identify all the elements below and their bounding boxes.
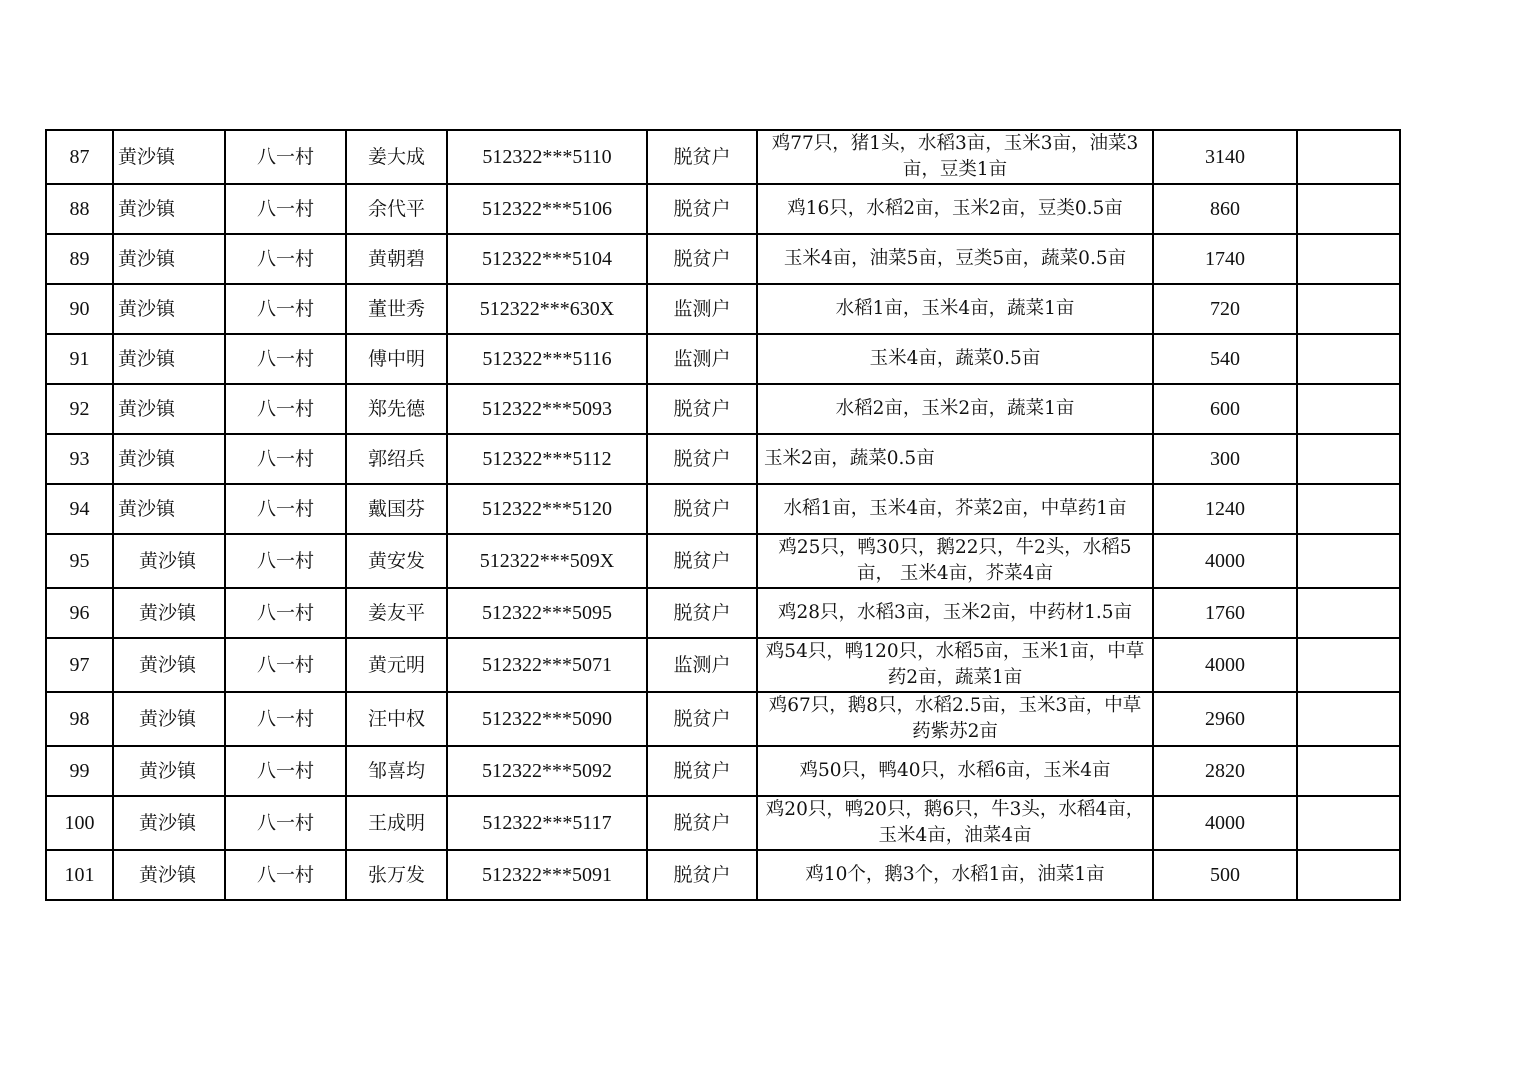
householder-name-cell: 傅中明 <box>346 334 447 384</box>
town-cell: 黄沙镇 <box>113 796 225 850</box>
row-number-cell: 89 <box>46 234 113 284</box>
table-row <box>46 334 1400 384</box>
village-cell: 八一村 <box>225 284 346 334</box>
production-description-cell: 鸡28只，水稻3亩，玉米2亩，中药材1.5亩 <box>757 588 1153 638</box>
row-number-cell: 97 <box>46 638 113 692</box>
remark-cell <box>1297 284 1400 334</box>
row-number-cell: 91 <box>46 334 113 384</box>
table-row <box>46 434 1400 484</box>
amount-cell: 1740 <box>1153 234 1297 284</box>
row-number-cell: 87 <box>46 130 113 184</box>
row-number-cell: 95 <box>46 534 113 588</box>
row-number-cell: 92 <box>46 384 113 434</box>
householder-name-cell: 郑先德 <box>346 384 447 434</box>
village-cell: 八一村 <box>225 746 346 796</box>
remark-cell <box>1297 588 1400 638</box>
production-description-cell: 鸡10个，鹅3个，水稻1亩，油菜1亩 <box>757 850 1153 900</box>
amount-cell: 2820 <box>1153 746 1297 796</box>
householder-name-cell: 郭绍兵 <box>346 434 447 484</box>
household-type-cell: 脱贫户 <box>647 796 757 850</box>
production-description-cell: 鸡25只，鸭30只，鹅22只，牛2头，水稻5亩， 玉米4亩，芥菜4亩 <box>757 534 1153 588</box>
row-number-cell: 94 <box>46 484 113 534</box>
table-row <box>46 234 1400 284</box>
table-row <box>46 692 1400 746</box>
production-description-cell: 鸡54只，鸭120只，水稻5亩，玉米1亩，中草药2亩，蔬菜1亩 <box>757 638 1153 692</box>
row-number-cell: 99 <box>46 746 113 796</box>
remark-cell <box>1297 746 1400 796</box>
village-cell: 八一村 <box>225 434 346 484</box>
village-cell: 八一村 <box>225 534 346 588</box>
row-number-cell: 88 <box>46 184 113 234</box>
household-type-cell: 脱贫户 <box>647 850 757 900</box>
town-cell: 黄沙镇 <box>113 638 225 692</box>
householder-name-cell: 姜友平 <box>346 588 447 638</box>
row-number-cell: 100 <box>46 796 113 850</box>
remark-cell <box>1297 234 1400 284</box>
town-cell: 黄沙镇 <box>113 130 225 184</box>
amount-cell: 300 <box>1153 434 1297 484</box>
householder-name-cell: 黄朝碧 <box>346 234 447 284</box>
table-body <box>46 130 1400 900</box>
production-description-cell: 玉米2亩，蔬菜0.5亩 <box>757 434 1153 484</box>
id-number-cell: 512322***5106 <box>447 184 647 234</box>
household-type-cell: 脱贫户 <box>647 184 757 234</box>
id-number-cell: 512322***5112 <box>447 434 647 484</box>
id-number-cell: 512322***5090 <box>447 692 647 746</box>
table-row <box>46 130 1400 184</box>
remark-cell <box>1297 534 1400 588</box>
household-type-cell: 脱贫户 <box>647 484 757 534</box>
production-description-cell: 鸡77只，猪1头，水稻3亩，玉米3亩，油菜3亩，豆类1亩 <box>757 130 1153 184</box>
village-cell: 八一村 <box>225 588 346 638</box>
householder-name-cell: 汪中权 <box>346 692 447 746</box>
householder-name-cell: 姜大成 <box>346 130 447 184</box>
village-cell: 八一村 <box>225 234 346 284</box>
household-type-cell: 监测户 <box>647 334 757 384</box>
town-cell: 黄沙镇 <box>113 588 225 638</box>
id-number-cell: 512322***5116 <box>447 334 647 384</box>
household-type-cell: 脱贫户 <box>647 692 757 746</box>
table-row <box>46 588 1400 638</box>
amount-cell: 500 <box>1153 850 1297 900</box>
id-number-cell: 512322***509X <box>447 534 647 588</box>
id-number-cell: 512322***5120 <box>447 484 647 534</box>
town-cell: 黄沙镇 <box>113 434 225 484</box>
town-cell: 黄沙镇 <box>113 184 225 234</box>
householder-name-cell: 余代平 <box>346 184 447 234</box>
householder-name-cell: 戴国芬 <box>346 484 447 534</box>
household-type-cell: 监测户 <box>647 284 757 334</box>
householder-name-cell: 邹喜均 <box>346 746 447 796</box>
table-row <box>46 638 1400 692</box>
production-description-cell: 玉米4亩，蔬菜0.5亩 <box>757 334 1153 384</box>
town-cell: 黄沙镇 <box>113 534 225 588</box>
table-row <box>46 384 1400 434</box>
remark-cell <box>1297 184 1400 234</box>
production-description-cell: 鸡50只，鸭40只，水稻6亩，玉米4亩 <box>757 746 1153 796</box>
village-cell: 八一村 <box>225 638 346 692</box>
id-number-cell: 512322***5104 <box>447 234 647 284</box>
remark-cell <box>1297 384 1400 434</box>
household-type-cell: 脱贫户 <box>647 588 757 638</box>
amount-cell: 4000 <box>1153 638 1297 692</box>
table-row <box>46 284 1400 334</box>
production-description-cell: 鸡67只，鹅8只，水稻2.5亩，玉米3亩，中草药紫苏2亩 <box>757 692 1153 746</box>
household-type-cell: 脱贫户 <box>647 746 757 796</box>
production-description-cell: 水稻2亩，玉米2亩，蔬菜1亩 <box>757 384 1153 434</box>
production-description-cell: 鸡20只，鸭20只，鹅6只，牛3头，水稻4亩，玉米4亩，油菜4亩 <box>757 796 1153 850</box>
village-cell: 八一村 <box>225 130 346 184</box>
id-number-cell: 512322***630X <box>447 284 647 334</box>
householder-name-cell: 董世秀 <box>346 284 447 334</box>
table-row <box>46 484 1400 534</box>
table-row <box>46 184 1400 234</box>
household-type-cell: 脱贫户 <box>647 234 757 284</box>
row-number-cell: 101 <box>46 850 113 900</box>
householder-name-cell: 王成明 <box>346 796 447 850</box>
remark-cell <box>1297 130 1400 184</box>
village-cell: 八一村 <box>225 334 346 384</box>
remark-cell <box>1297 434 1400 484</box>
amount-cell: 2960 <box>1153 692 1297 746</box>
household-type-cell: 脱贫户 <box>647 130 757 184</box>
id-number-cell: 512322***5091 <box>447 850 647 900</box>
table-row <box>46 534 1400 588</box>
production-description-cell: 鸡16只，水稻2亩，玉米2亩，豆类0.5亩 <box>757 184 1153 234</box>
remark-cell <box>1297 334 1400 384</box>
id-number-cell: 512322***5110 <box>447 130 647 184</box>
amount-cell: 860 <box>1153 184 1297 234</box>
amount-cell: 540 <box>1153 334 1297 384</box>
production-description-cell: 水稻1亩，玉米4亩，蔬菜1亩 <box>757 284 1153 334</box>
table-row <box>46 746 1400 796</box>
householder-name-cell: 黄元明 <box>346 638 447 692</box>
village-cell: 八一村 <box>225 184 346 234</box>
amount-cell: 4000 <box>1153 534 1297 588</box>
id-number-cell: 512322***5071 <box>447 638 647 692</box>
householder-name-cell: 黄安发 <box>346 534 447 588</box>
remark-cell <box>1297 638 1400 692</box>
remark-cell <box>1297 796 1400 850</box>
town-cell: 黄沙镇 <box>113 850 225 900</box>
household-type-cell: 脱贫户 <box>647 434 757 484</box>
row-number-cell: 96 <box>46 588 113 638</box>
remark-cell <box>1297 850 1400 900</box>
town-cell: 黄沙镇 <box>113 746 225 796</box>
village-cell: 八一村 <box>225 384 346 434</box>
village-cell: 八一村 <box>225 796 346 850</box>
amount-cell: 600 <box>1153 384 1297 434</box>
id-number-cell: 512322***5117 <box>447 796 647 850</box>
remark-cell <box>1297 484 1400 534</box>
town-cell: 黄沙镇 <box>113 484 225 534</box>
production-description-cell: 水稻1亩，玉米4亩，芥菜2亩，中草药1亩 <box>757 484 1153 534</box>
row-number-cell: 98 <box>46 692 113 746</box>
row-number-cell: 90 <box>46 284 113 334</box>
id-number-cell: 512322***5092 <box>447 746 647 796</box>
id-number-cell: 512322***5093 <box>447 384 647 434</box>
row-number-cell: 93 <box>46 434 113 484</box>
amount-cell: 720 <box>1153 284 1297 334</box>
id-number-cell: 512322***5095 <box>447 588 647 638</box>
village-cell: 八一村 <box>225 692 346 746</box>
table-row <box>46 796 1400 850</box>
household-type-cell: 脱贫户 <box>647 384 757 434</box>
town-cell: 黄沙镇 <box>113 234 225 284</box>
remark-cell <box>1297 692 1400 746</box>
production-description-cell: 玉米4亩，油菜5亩，豆类5亩，蔬菜0.5亩 <box>757 234 1153 284</box>
amount-cell: 3140 <box>1153 130 1297 184</box>
amount-cell: 1240 <box>1153 484 1297 534</box>
town-cell: 黄沙镇 <box>113 384 225 434</box>
table-row <box>46 850 1400 900</box>
town-cell: 黄沙镇 <box>113 284 225 334</box>
village-cell: 八一村 <box>225 850 346 900</box>
amount-cell: 1760 <box>1153 588 1297 638</box>
household-type-cell: 脱贫户 <box>647 534 757 588</box>
town-cell: 黄沙镇 <box>113 692 225 746</box>
household-table <box>45 129 1401 901</box>
amount-cell: 4000 <box>1153 796 1297 850</box>
household-type-cell: 监测户 <box>647 638 757 692</box>
village-cell: 八一村 <box>225 484 346 534</box>
town-cell: 黄沙镇 <box>113 334 225 384</box>
householder-name-cell: 张万发 <box>346 850 447 900</box>
